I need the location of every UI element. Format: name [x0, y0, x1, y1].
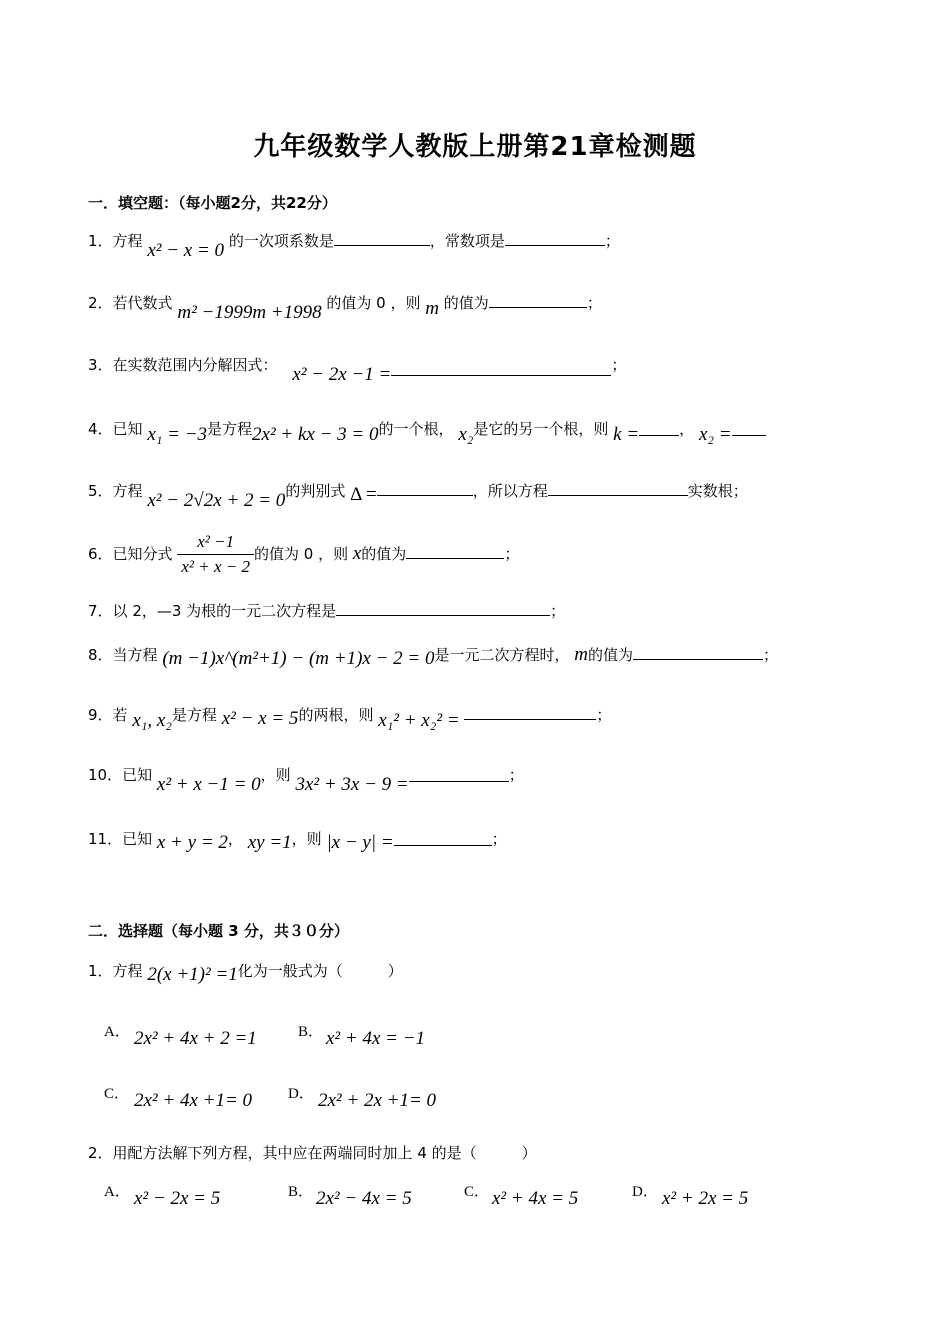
- equation: m² −1999m +1998: [177, 302, 322, 323]
- answer-line[interactable]: [732, 435, 766, 436]
- equation: 2(x +1)² =1: [147, 964, 238, 985]
- variable: m: [574, 644, 589, 665]
- answer-line[interactable]: [391, 375, 611, 376]
- question-1-11: 11．已知 x + y = 2， xy =1，则 |x − y| = ；: [88, 830, 507, 853]
- question-2-2: 2．用配方法解下列方程，其中应在两端同时加上 4 的是（ ）: [88, 1144, 537, 1162]
- fraction-numerator: x² −1: [177, 532, 254, 555]
- option-b-label[interactable]: B．: [298, 1024, 324, 1040]
- option-b-label[interactable]: B．: [288, 1184, 314, 1200]
- equation: 3x² + 3x − 9 =: [295, 774, 409, 795]
- equation: (m −1)x^(m²+1) − (m +1)x − 2 = 0: [162, 648, 435, 669]
- equation: |x − y| =: [326, 832, 394, 853]
- answer-blank[interactable]: [334, 231, 430, 246]
- answer-line[interactable]: [377, 495, 473, 496]
- option-b-equation[interactable]: 2x² − 4x = 5: [316, 1188, 412, 1209]
- equation: k =: [613, 424, 640, 445]
- fraction-denominator: x² + x − 2: [181, 557, 250, 576]
- option-a-label[interactable]: A．: [104, 1184, 130, 1200]
- answer-line[interactable]: [639, 435, 679, 436]
- question-1-7: 7．以 2，—3 为根的一元二次方程是 ；: [88, 602, 566, 620]
- option-c-equation[interactable]: 2x² + 4x +1= 0: [134, 1090, 253, 1111]
- fraction: [177, 532, 254, 577]
- equation: x₁² + x₂² =: [378, 710, 460, 731]
- equation: x₁ = −3: [147, 424, 208, 445]
- equation: x² − x = 5: [221, 708, 299, 729]
- option-d-equation[interactable]: x² + 2x = 5: [662, 1188, 749, 1209]
- answer-blank[interactable]: [336, 601, 550, 616]
- variable: m: [425, 298, 440, 319]
- equation: Δ =: [350, 484, 377, 505]
- question-1-4: 4．已知 x₁ = −3是方程2x² + kx − 3 = 0的一个根， x₂是它的另一个根，则 k = ， x₂ =: [88, 418, 766, 440]
- option-d-equation[interactable]: 2x² + 2x +1= 0: [318, 1090, 437, 1111]
- answer-blank[interactable]: [505, 231, 605, 246]
- answer-line[interactable]: [394, 845, 492, 846]
- equation: x₂: [458, 424, 474, 445]
- equation: xy =1: [247, 832, 292, 853]
- equation: x₂ =: [698, 424, 732, 445]
- question-2-1: 1．方程 2(x +1)² =1化为一般式为（ ）: [88, 962, 403, 985]
- equation: 2x² + kx − 3 = 0: [252, 424, 379, 445]
- question-1-1: 1．方程 x² − x = 0 的一次项系数是 ，常数项是 ；: [88, 232, 620, 261]
- option-c-label[interactable]: C．: [104, 1086, 130, 1102]
- option-a-equation[interactable]: x² − 2x = 5: [134, 1188, 221, 1209]
- option-a-label[interactable]: A．: [104, 1024, 130, 1040]
- option-c-equation[interactable]: x² + 4x = 5: [492, 1188, 579, 1209]
- answer-blank[interactable]: [464, 705, 596, 720]
- question-1-8: 8．当方程 (m −1)x^(m²+1) − (m +1)x − 2 = 0是一元二次方程时， m的值为 ；: [88, 644, 779, 669]
- answer-blank[interactable]: [548, 481, 688, 496]
- answer-blank[interactable]: [633, 645, 763, 660]
- variable: x: [352, 543, 362, 564]
- equation: x² − 2√2x + 2 = 0: [147, 490, 286, 511]
- equation: x² − 2x −1 =: [292, 364, 392, 385]
- question-1-5: 5．方程 x² − 2√2x + 2 = 0的判别式 Δ = ，所以方程 实数根；: [88, 482, 748, 511]
- option-b-equation[interactable]: x² + 4x = −1: [326, 1028, 426, 1049]
- section-2-heading: 二．选择题（每小题 3 分，共３０分）: [88, 922, 349, 940]
- equation: x₁, x₂: [132, 710, 172, 731]
- answer-blank[interactable]: [489, 293, 587, 308]
- section-1-heading: 一．填空题：（每小题2分，共22分）: [88, 194, 337, 212]
- option-d-label[interactable]: D．: [288, 1086, 314, 1102]
- equation: x + y = 2: [156, 832, 228, 853]
- answer-blank[interactable]: [406, 544, 504, 559]
- question-1-6: 6．已知分式 $\frac{\text{x² −1}}{\text{x² + x − 2}}$ 的值为 0 ，则 x的值为 ；: [88, 532, 520, 576]
- option-a-equation[interactable]: 2x² + 4x + 2 =1: [134, 1028, 257, 1049]
- question-1-10: 10．已知 x² + x −1 = 0，则 3x² + 3x − 9 = ；: [88, 766, 524, 795]
- question-1-9: 9．若 x₁, x₂是方程 x² − x = 5的两根，则 x₁² + x₂² = ；: [88, 706, 612, 731]
- equation: x² − x = 0: [147, 240, 225, 261]
- question-1-2: 2．若代数式 m² −1999m +1998 的值为 0 ，则 m 的值为 ；: [88, 294, 602, 323]
- page-title: 九年级数学人教版上册第21章检测题: [253, 132, 697, 162]
- option-c-label[interactable]: C．: [464, 1184, 490, 1200]
- equation: x² + x −1 = 0: [156, 774, 261, 795]
- option-d-label[interactable]: D．: [632, 1184, 658, 1200]
- question-1-3: 3．在实数范围内分解因式： x² − 2x −1 = ；: [88, 356, 627, 385]
- answer-line[interactable]: [409, 781, 509, 782]
